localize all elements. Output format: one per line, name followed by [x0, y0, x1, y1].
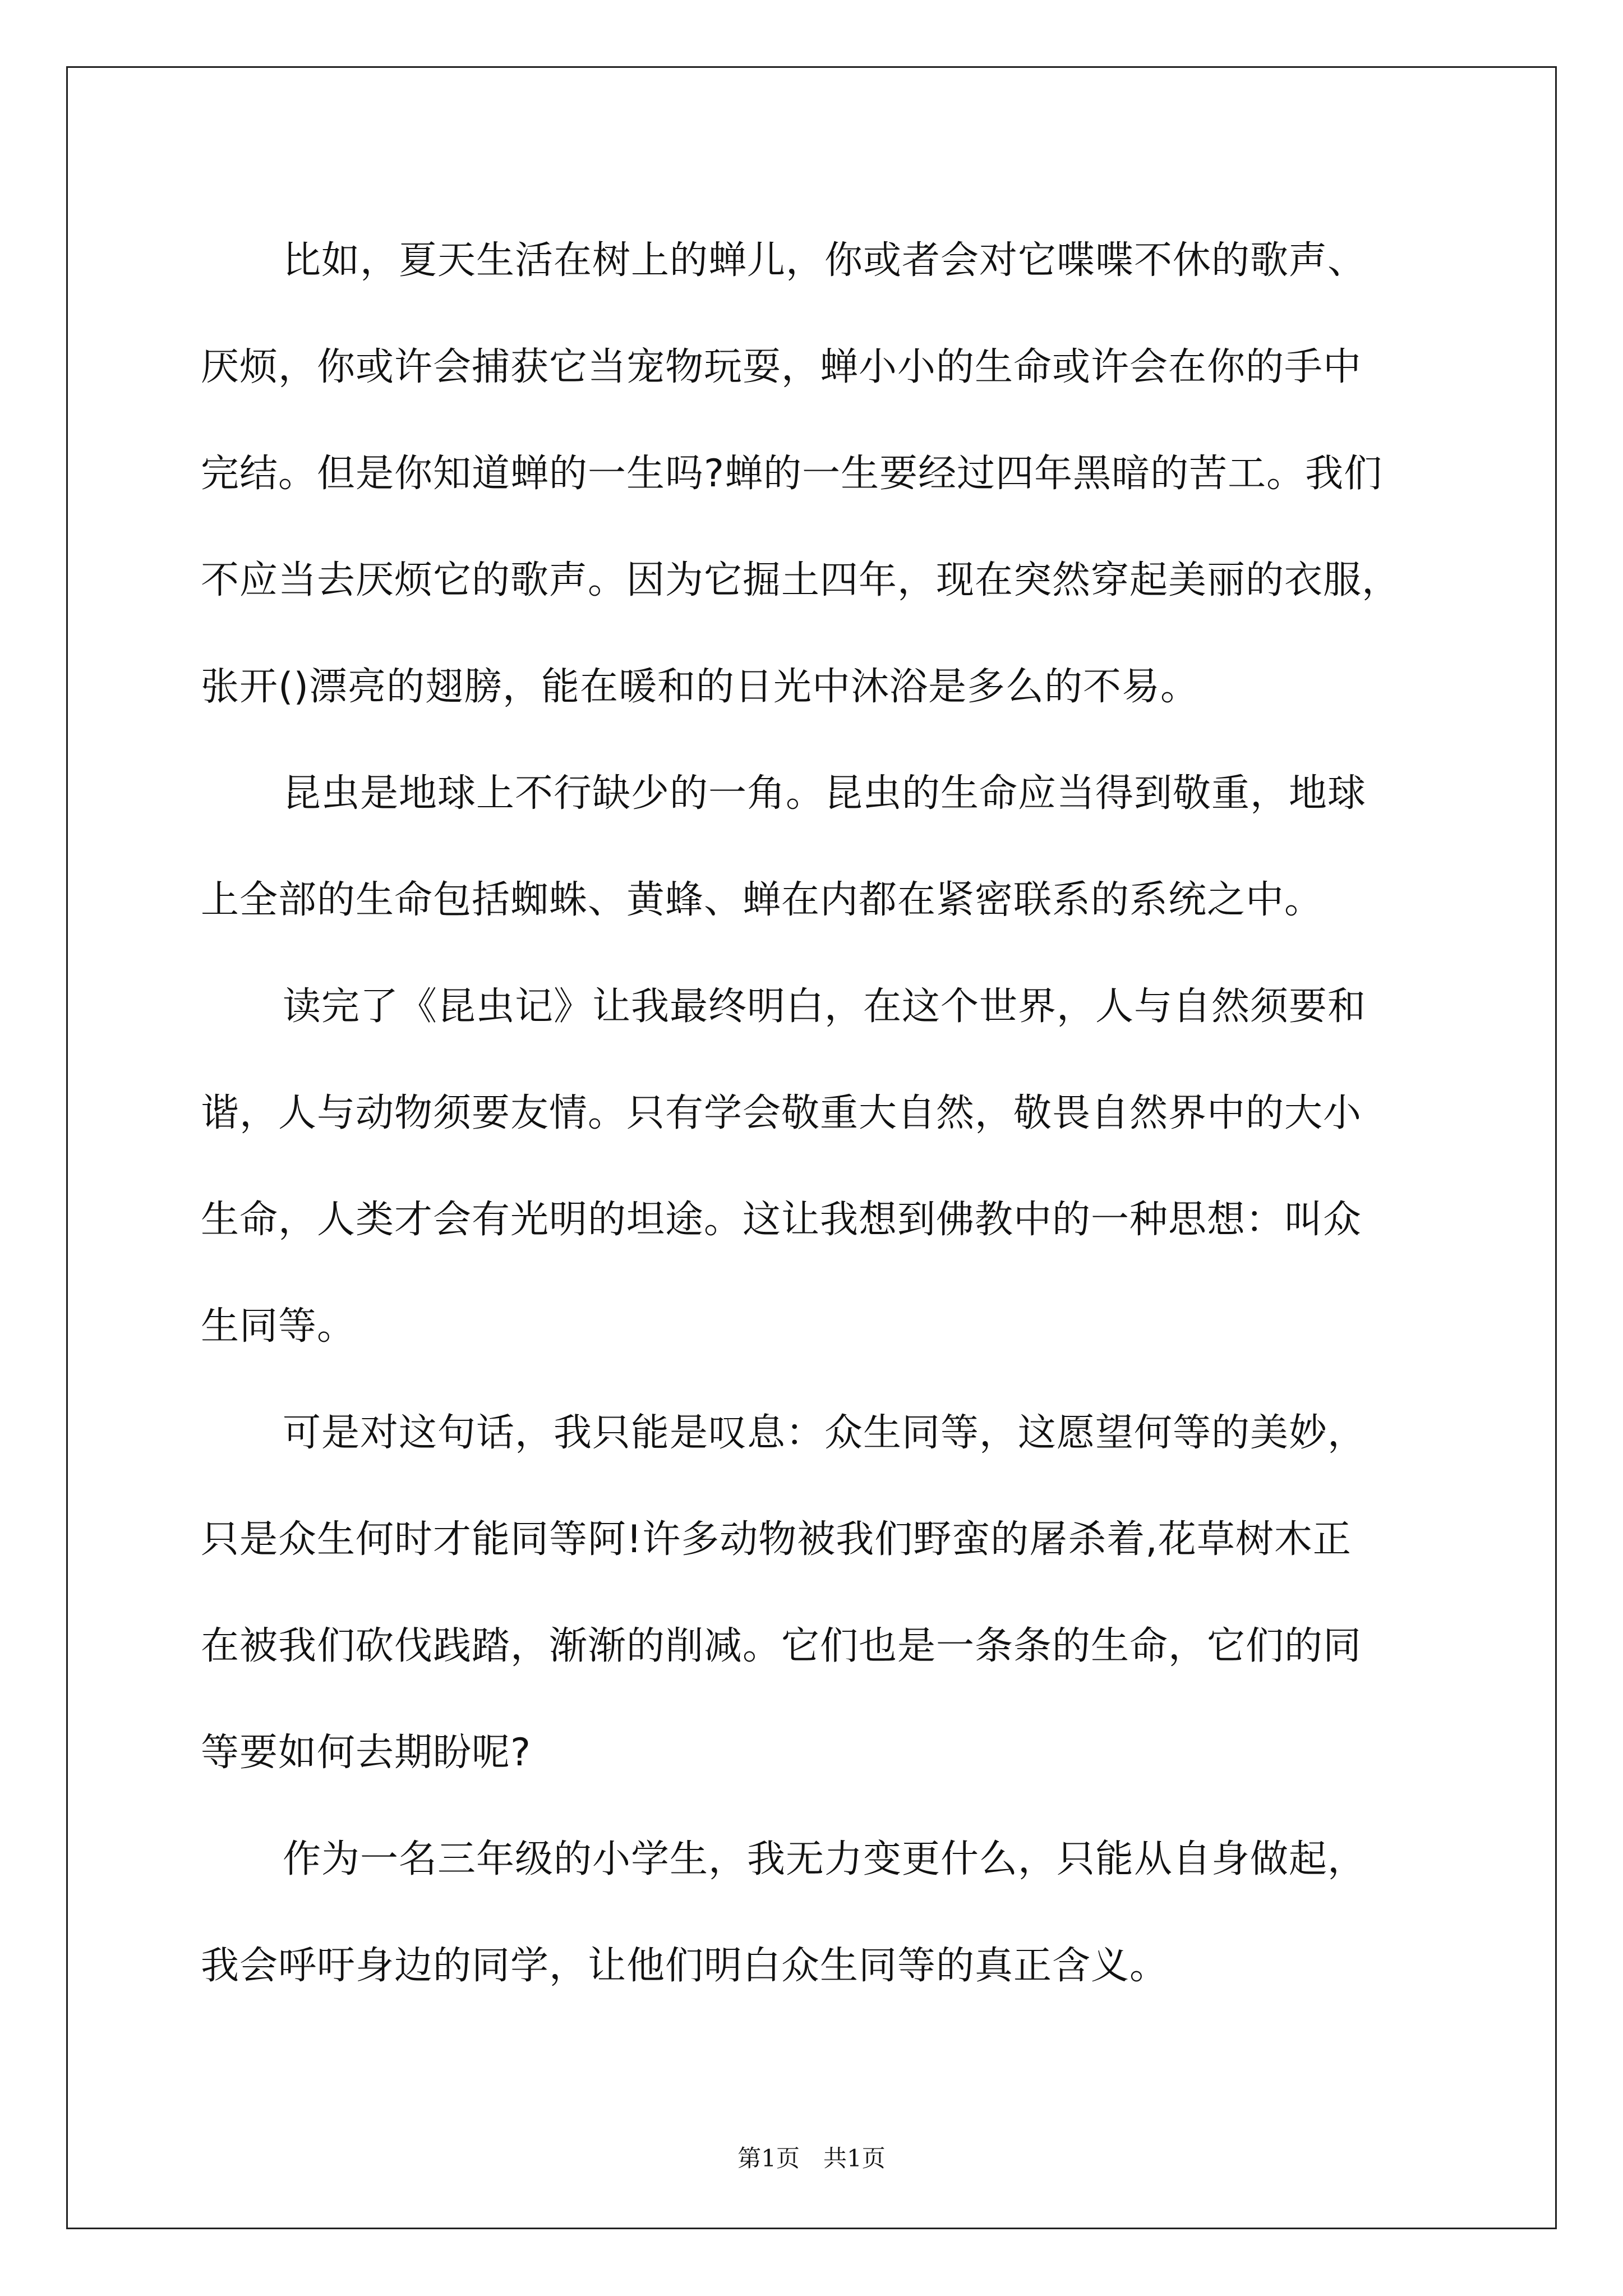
- text-line: 张开()漂亮的翅膀，能在暖和的日光中沐浴是多么的不易。: [201, 665, 1200, 709]
- text-line: 读完了《昆虫记》让我最终明白，在这个世界，人与自然须要和: [283, 984, 1367, 1029]
- document-body: [201, 208, 1429, 2019]
- paragraph-4: [201, 1380, 1429, 1806]
- paragraph-5: [201, 1806, 1429, 2019]
- text-line: 作为一名三年级的小学生，我无力变更什么，只能从自身做起，: [283, 1837, 1367, 1881]
- page-number-footer: 第1页 共1页: [737, 2145, 886, 2172]
- text-line: 上全部的生命包括蜘蛛、黄蜂、蝉在内都在紧密联系的系统之中。: [201, 878, 1324, 922]
- text-line: 只是众生何时才能同等阿!许多动物被我们野蛮的屠杀着,花草树木正: [201, 1517, 1352, 1562]
- text-line: 在被我们砍伐践踏，渐渐的削减。它们也是一条条的生命，它们的同: [201, 1624, 1362, 1668]
- paragraph-2: [201, 740, 1429, 954]
- text-line: 比如，夏天生活在树上的蝉儿，你或者会对它喋喋不休的歌声、: [283, 238, 1367, 283]
- text-line: 可是对这句话，我只能是叹息：众生同等，这愿望何等的美妙，: [283, 1411, 1367, 1455]
- text-line: 生命，人类才会有光明的坦途。这让我想到佛教中的一种思想：叫众: [201, 1198, 1362, 1242]
- paragraph-3: [201, 954, 1429, 1380]
- text-line: 昆虫是地球上不行缺少的一角。昆虫的生命应当得到敬重，地球: [283, 771, 1367, 816]
- text-line: 谐，人与动物须要友情。只有学会敬重大自然，敬畏自然界中的大小: [201, 1091, 1362, 1135]
- text-line: 我会呼吁身边的同学，让他们明白众生同等的真正含义。: [201, 1944, 1169, 1988]
- text-line: 完结。但是你知道蝉的一生吗?蝉的一生要经过四年黑暗的苦工。我们: [201, 452, 1383, 496]
- text-line: 生同等。: [201, 1304, 356, 1349]
- text-line: 等要如何去期盼呢?: [201, 1731, 532, 1775]
- text-line: 厌烦，你或许会捕获它当宠物玩耍，蝉小小的生命或许会在你的手中: [201, 345, 1362, 389]
- text-line: 不应当去厌烦它的歌声。因为它掘土四年，现在突然穿起美丽的衣服，: [201, 558, 1401, 602]
- paragraph-1: [201, 208, 1429, 740]
